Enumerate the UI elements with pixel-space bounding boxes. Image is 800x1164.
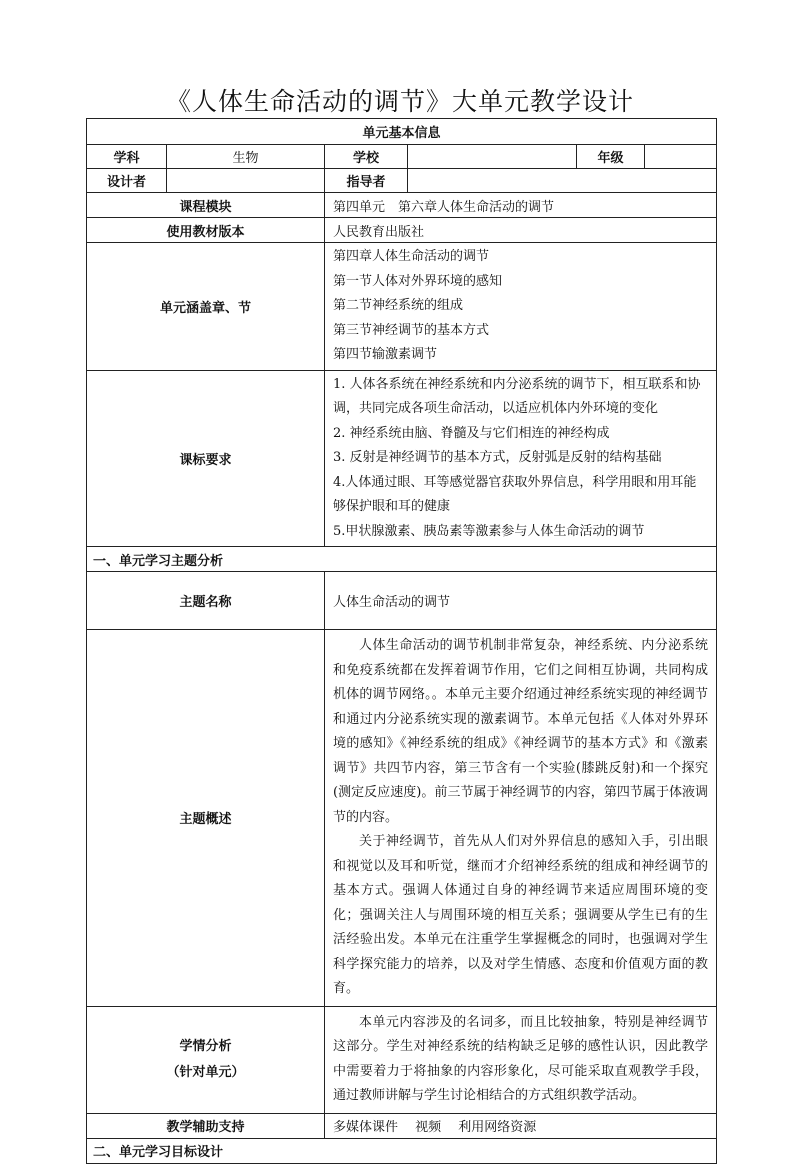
subject-row: [87, 145, 717, 169]
chapter-item: 第一节人体对外界环境的感知: [333, 273, 503, 289]
school-value: [408, 145, 577, 169]
standard-item: 1. 人体各系统在神经系统和内分泌系统的调节下，相互联系和协调，共同完成各项生命活动，以适应机体内外环境的变化: [333, 376, 701, 416]
chapter-item: 第四章人体生命活动的调节: [333, 249, 490, 264]
support-label: 教学辅助支持: [87, 1113, 325, 1138]
chapters-label: 单元涵盖章、节: [87, 243, 325, 371]
standard-item: 2. 神经系统由脑、脊髓及与它们相连的神经构成: [333, 425, 610, 441]
learners-row: [87, 1006, 717, 1113]
chapters-list: [325, 243, 717, 371]
textbook-label: 使用教材版本: [87, 218, 325, 243]
designer-label: 设计者: [87, 169, 167, 193]
chapter-item: 第四节输激素调节: [333, 347, 438, 362]
section2-row: [87, 1138, 717, 1163]
textbook-value: 人民教育出版社: [325, 218, 717, 243]
chapters-row: [87, 243, 717, 371]
chapter-item: 第二节神经系统的组成: [333, 298, 464, 313]
designer-value: [167, 169, 325, 193]
support-row: [87, 1113, 717, 1138]
learners-label: [87, 1006, 325, 1113]
standards-label: 课标要求: [87, 370, 325, 547]
grade-label: 年级: [577, 145, 645, 169]
overview-label: 主题概述: [87, 630, 325, 1007]
overview-row: [87, 630, 717, 1007]
advisor-label: 指导者: [325, 169, 408, 193]
theme-name-row: [87, 572, 717, 630]
chapter-item: 第三节神经调节的基本方式: [333, 322, 490, 338]
basic-info-header-row: [87, 119, 717, 145]
section1-title: 一、单元学习主题分析: [87, 547, 717, 572]
learners-label-line1: 学情分析: [179, 1038, 232, 1054]
grade-value: [645, 145, 717, 169]
standard-item: 5.甲状腺激素、胰岛素等激素参与人体生命活动的调节: [333, 523, 645, 539]
theme-name-label: 主题名称: [87, 572, 325, 630]
unit-design-table: [86, 118, 717, 1164]
standards-row: [87, 370, 717, 547]
learners-text: [325, 1006, 717, 1113]
support-value: 多媒体课件 视频 利用网络资源: [325, 1113, 717, 1138]
module-row: [87, 193, 717, 218]
overview-text: [325, 630, 717, 1007]
subject-label: 学科: [87, 145, 167, 169]
theme-name-value: 人体生命活动的调节: [325, 572, 717, 630]
learners-paragraph: 本单元内容涉及的名词多，而且比较抽象，特别是神经调节这部分。学生对神经系统的结构缺乏足够的感性认识，因此教学中需要着力于将抽象的内容形象化，尽可能采取直观教学手段，通过教师讲解与学生讨论相结合的方式组织教学活动。: [333, 1014, 709, 1103]
subject-value: 生物: [167, 145, 325, 169]
module-label: 课程模块: [87, 193, 325, 218]
standard-item: 4.人体通过眼、耳等感觉器官获取外界信息，科学用眼和用耳能够保护眼和耳的健康: [333, 474, 697, 514]
school-label: 学校: [325, 145, 408, 169]
overview-paragraph: 关于神经调节，首先从人们对外界信息的感知入手，引出眼和视觉以及耳和听觉，继而才介绍神经系统的组成和神经调节的基本方式。强调人体通过自身的神经调节来适应周围环境的变化；强调关注人与周围环境的相互关系；强调要从学生已有的生活经验出发。本单元在注重学生掌握概念的同时，也强调对学生科学探究能力的培养，以及对学生情感、态度和价值观方面的教育。: [333, 834, 709, 996]
standard-item: 3. 反射是神经调节的基本方式，反射弧是反射的结构基础: [333, 450, 662, 465]
basic-info-header: 单元基本信息: [87, 119, 717, 145]
textbook-row: [87, 218, 717, 243]
learners-label-line2: （针对单元）: [166, 1064, 245, 1080]
section1-row: [87, 547, 717, 572]
standards-list: [325, 370, 717, 547]
overview-paragraph: 人体生命活动的调节机制非常复杂，神经系统、内分泌系统和免疫系统都在发挥着调节作用，它们之间相互协调，共同构成机体的调节网络。。本单元主要介绍通过神经系统实现的神经调节和通过内分泌系统实现的激素调节。本单元包括《人体对外界环境的感知》《神经系统的组成》《神经调节的基本方式》和《激素调节》共四节内容，第三节含有一个实验(膝跳反射)和一个探究(测定反应速度)。前三节属于神经调节的内容，第四节属于体液调节的内容。: [333, 638, 709, 825]
designer-row: [87, 169, 717, 193]
advisor-value: [408, 169, 717, 193]
section2-title: 二、单元学习目标设计: [87, 1138, 717, 1163]
document-title: 《人体生命活动的调节》大单元教学设计: [165, 87, 634, 116]
module-value: 第四单元 第六章人体生命活动的调节: [325, 193, 717, 218]
